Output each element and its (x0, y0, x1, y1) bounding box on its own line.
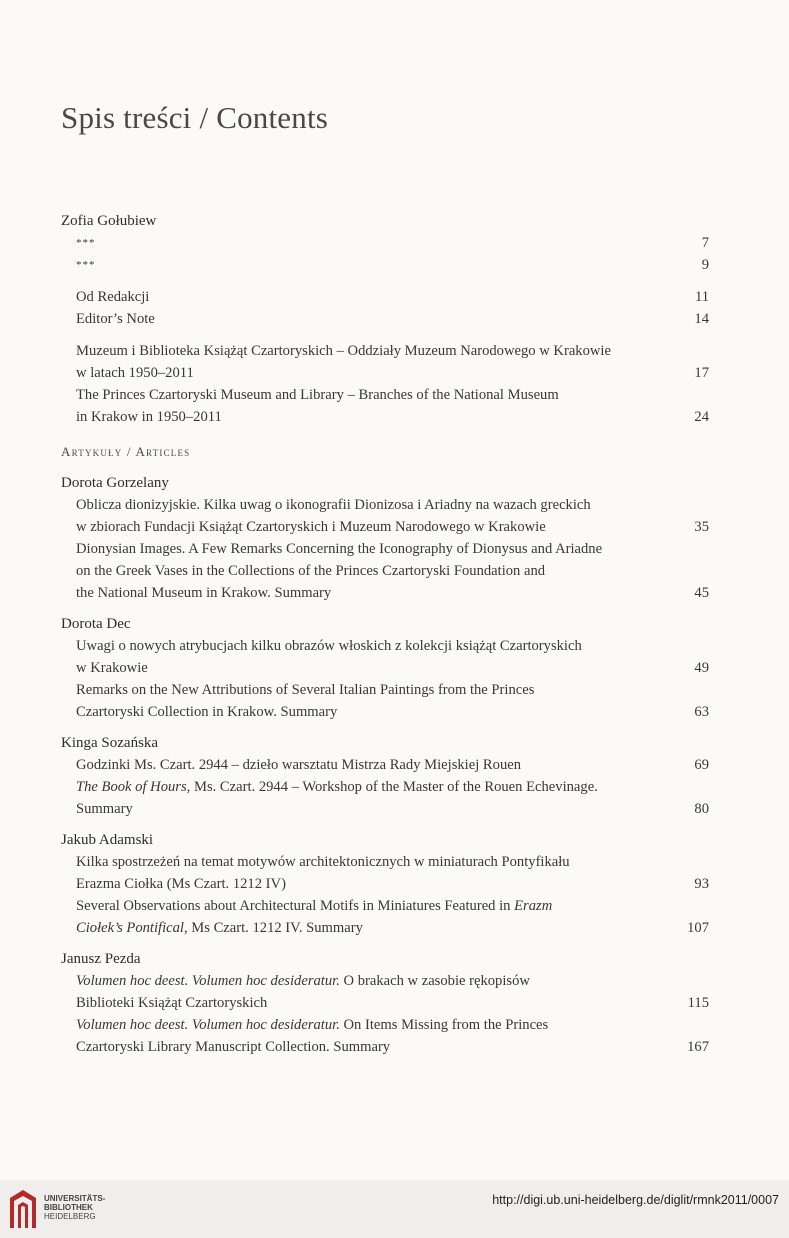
page-number: 93 (694, 876, 709, 892)
entry-text: O brakach w zasobie rękopisów (339, 973, 530, 989)
entry-title: Editor’s Note (76, 311, 155, 327)
page-number: 7 (701, 235, 709, 251)
italic-title: Volumen hoc deest. Volumen hoc desideratur. (76, 1017, 340, 1033)
source-url-link[interactable]: http://digi.ub.uni-heidelberg.de/diglit/rmnk2011/0007 (492, 1193, 779, 1207)
entry-title-line: Summary (76, 801, 133, 817)
entry-title-line (76, 776, 661, 798)
page-number: 115 (687, 995, 709, 1011)
entry-title-line: in Krakow in 1950–2011 (76, 409, 222, 425)
page-number: 35 (694, 519, 709, 535)
entry-title-line: Uwagi o nowych atrybucjach kilku obrazów włoskich z kolekcji książąt Czartoryskich (76, 638, 582, 654)
page-number: 63 (694, 704, 709, 720)
toc-entry (61, 286, 711, 308)
logo-line: UNIVERSITÄTS- (44, 1194, 106, 1203)
toc-entry (61, 232, 711, 254)
entry-title-line: Dionysian Images. A Few Remarks Concerning the Iconography of Dionysus and Ariadne (76, 541, 603, 557)
italic-title: Volumen hoc deest. Volumen hoc desideratur. (76, 973, 340, 989)
author-gorzelany: Dorota Gorzelany (61, 475, 169, 491)
toc-entry (61, 754, 711, 776)
page-number: 14 (694, 311, 709, 327)
entry-title-line (76, 895, 661, 917)
table-of-contents (61, 210, 711, 1058)
entry-title: *** (76, 259, 96, 271)
entry-title-line: The Princes Czartoryski Museum and Library – Branches of the National Museum (76, 387, 559, 403)
entry-text: On Items Missing from the Princes (339, 1017, 549, 1033)
page-title: Spis treści / Contents (61, 100, 329, 135)
entry-title-line: Muzeum i Biblioteka Książąt Czartoryskich – Oddziały Muzeum Narodowego w Krakowie (76, 343, 611, 359)
page-number: 107 (687, 920, 709, 936)
entry-title-line: w latach 1950–2011 (76, 365, 194, 381)
author-pezda: Janusz Pezda (61, 951, 141, 967)
author-golubiew: Zofia Gołubiew (61, 213, 157, 229)
toc-entry (61, 1014, 711, 1058)
page-number: 17 (694, 365, 709, 381)
toc-entry (61, 851, 711, 895)
entry-title-line: Godzinki Ms. Czart. 2944 – dzieło warsztatu Mistrza Rady Miejskiej Rouen (76, 757, 522, 773)
entry-title: *** (76, 237, 96, 249)
toc-entry (61, 494, 711, 538)
toc-entry (61, 895, 711, 939)
toc-entry (61, 308, 711, 330)
entry-title: Od Redakcji (76, 289, 150, 305)
library-logo-icon (8, 1188, 38, 1230)
page-number: 69 (694, 757, 709, 773)
entry-title-line (76, 970, 661, 992)
entry-text: Several Observations about Architectural Motifs in Miniatures Featured in (76, 898, 515, 914)
logo-line: HEIDELBERG (44, 1212, 96, 1221)
italic-title: Erazm (514, 898, 553, 914)
author-adamski: Jakub Adamski (61, 832, 154, 848)
author-sozanska: Kinga Sozańska (61, 735, 159, 751)
entry-title-line: w Krakowie (76, 660, 148, 676)
toc-entry (61, 776, 711, 820)
entry-title-line: Remarks on the New Attributions of Several Italian Paintings from the Princes (76, 682, 535, 698)
entry-title-line: on the Greek Vases in the Collections of the Princes Czartoryski Foundation and (76, 563, 546, 579)
italic-title: The Book of Hours (76, 779, 187, 795)
entry-title-line: the National Museum in Krakow. Summary (76, 585, 332, 601)
entry-text: , Ms Czart. 1212 IV. Summary (183, 920, 363, 936)
entry-title-line (76, 1014, 661, 1036)
entry-title-line: Erazma Ciołka (Ms Czart. 1212 IV) (76, 876, 286, 892)
footer-bar (0, 1180, 789, 1238)
entry-title-line (76, 917, 661, 939)
entry-title-line: Czartoryski Library Manuscript Collection. Summary (76, 1039, 391, 1055)
entry-title-line: Kilka spostrzeżeń na temat motywów architektonicznych w miniaturach Pontyfikału (76, 854, 570, 870)
toc-entry (61, 679, 711, 723)
entry-text: , Ms. Czart. 2944 – Workshop of the Master of the Rouen Echevinage. (186, 779, 598, 795)
page-number: 9 (701, 257, 709, 273)
toc-entry (61, 254, 711, 276)
page-number: 167 (687, 1039, 709, 1055)
page-number: 45 (694, 585, 709, 601)
page-number: 80 (694, 801, 709, 817)
entry-title-line: w zbiorach Fundacji Książąt Czartoryskich i Muzeum Narodowego w Krakowie (76, 519, 546, 535)
page-number: 24 (694, 409, 709, 425)
entry-title-line: Biblioteki Książąt Czartoryskich (76, 995, 268, 1011)
toc-entry (61, 340, 711, 384)
page-number: 49 (694, 660, 709, 676)
toc-entry (61, 635, 711, 679)
section-heading-articles: Artykuły / Articles (61, 444, 191, 459)
entry-title-line: Czartoryski Collection in Krakow. Summary (76, 704, 338, 720)
toc-entry (61, 384, 711, 428)
italic-title: Ciołek’s Pontifical (76, 920, 184, 936)
logo-line: BIBLIOTHEK (44, 1203, 93, 1212)
author-dec: Dorota Dec (61, 616, 131, 632)
toc-entry (61, 538, 711, 604)
page-number: 11 (694, 289, 709, 305)
entry-title-line: Oblicza dionizyjskie. Kilka uwag o ikonografii Dionizosa i Ariadny na wazach greckich (76, 497, 591, 513)
toc-entry (61, 970, 711, 1014)
library-logo-text (44, 1194, 105, 1221)
